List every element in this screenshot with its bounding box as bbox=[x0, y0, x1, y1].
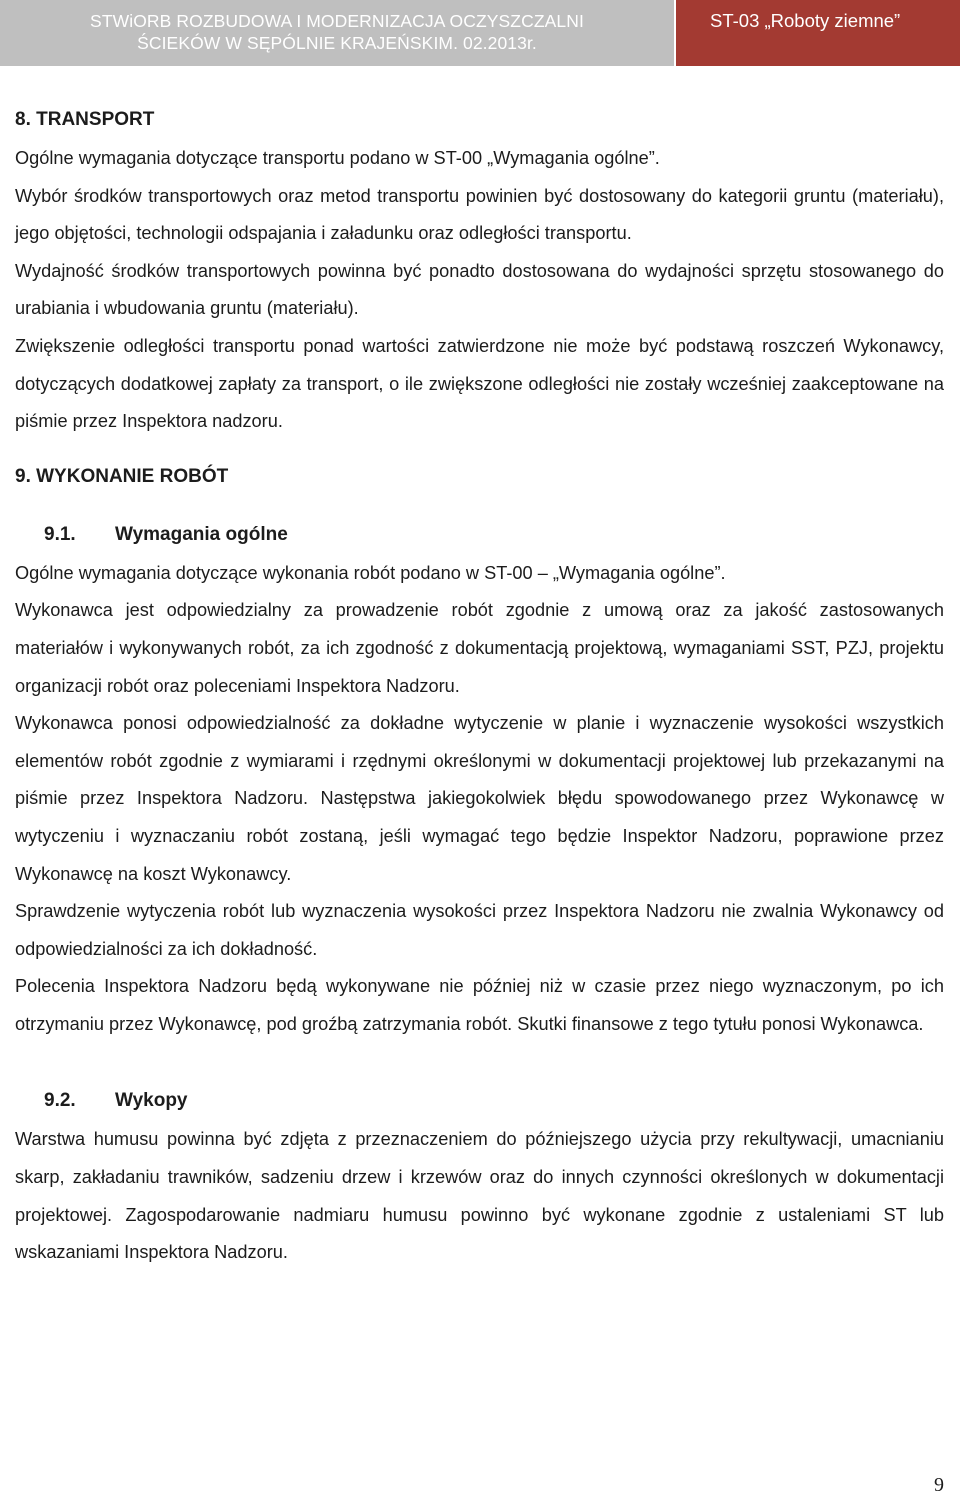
paragraph: Ogólne wymagania dotyczące wykonania robót podano w ST-00 – „Wymagania ogólne”. bbox=[15, 562, 726, 583]
page-header bbox=[0, 0, 960, 66]
section-8-heading: 8. TRANSPORT bbox=[15, 109, 155, 130]
header-project-title bbox=[0, 0, 674, 66]
section-9-heading: 9. WYKONANIE ROBÓT bbox=[15, 465, 229, 487]
header-title-line2: ŚCIEKÓW W SĘPÓLNIE KRAJEŃSKIM. 02.2013r. bbox=[137, 33, 537, 53]
paragraph: Wykonawca ponosi odpowiedzialność za dokładne wytyczenie w planie i wyznaczenie wysokości wszystkich elementów robót zgodnie z wymiarami i rzędnymi określonymi w dokumentacji projektowej lub przekazanymi na piśmie przez Inspektora Nadzoru. Następstwa jakiegokolwiek błędu spowodowanego przez Wykonawcę w wytyczeniu i wyznaczaniu robót zostaną, jeśli wymagać tego będzie Inspektor Nadzoru, poprawione przez Wykonawcę na koszt Wykonawcy. bbox=[15, 713, 944, 884]
subsection-number: 9.2. bbox=[44, 1090, 76, 1112]
paragraph: Warstwa humusu powinna być zdjęta z przeznaczeniem do późniejszego użycia przy rekultywacji, umacnianiu skarp, zakładaniu trawników, sadzeniu drzew i krzewów oraz do innych czynności określonych w dokumentacji projektowej. Zagospodarowanie nadmiaru humusu powinno być wykonane zgodnie z ustaleniami ST lub wskazaniami Inspektora Nadzoru. bbox=[15, 1129, 944, 1263]
document-body bbox=[15, 100, 944, 1272]
subsection-title: Wykopy bbox=[115, 1090, 188, 1112]
paragraph: Ogólne wymagania dotyczące transportu podano w ST-00 „Wymagania ogólne”. bbox=[15, 148, 660, 168]
paragraph: Wydajność środków transportowych powinna być ponadto dostosowana do wydajności sprzętu stosowanego do urabiania i wbudowania gruntu (materiału). bbox=[15, 260, 944, 319]
page-number: 9 bbox=[934, 1474, 944, 1496]
subsection-number: 9.1. bbox=[44, 523, 76, 545]
header-spec-code: ST-03 „Roboty ziemne” bbox=[676, 0, 960, 66]
paragraph: Polecenia Inspektora Nadzoru będą wykonywane nie później niż w czasie przez niego wyznaczonym, po ich otrzymaniu przez Wykonawcę, pod groźbą zatrzymania robót. Skutki finansowe z tego tytułu ponosi Wykonawca. bbox=[15, 976, 944, 1034]
paragraph: Wykonawca jest odpowiedzialny za prowadzenie robót zgodnie z umową oraz za jakość zastosowanych materiałów i wykonywanych robót, za ich zgodność z dokumentacją projektową, wymaganiami SST, PZJ, projektu organizacji robót oraz poleceniami Inspektora Nadzoru. bbox=[15, 600, 944, 696]
subsection-9-1-heading bbox=[15, 515, 944, 555]
paragraph: Wybór środków transportowych oraz metod transportu powinien być dostosowany do kategorii gruntu (materiału), jego objętości, technologii odspajania i załadunku oraz odległości transportu. bbox=[15, 185, 944, 244]
header-title-line1: STWiORB ROZBUDOWA I MODERNIZACJA OCZYSZCZALNI bbox=[90, 11, 584, 31]
subsection-title: Wymagania ogólne bbox=[115, 523, 288, 545]
paragraph: Sprawdzenie wytyczenia robót lub wyznaczenia wysokości przez Inspektora Nadzoru nie zwalnia Wykonawcy od odpowiedzialności za ich dokładność. bbox=[15, 901, 944, 959]
subsection-9-2-heading bbox=[15, 1081, 944, 1121]
paragraph: Zwiększenie odległości transportu ponad wartości zatwierdzone nie może być podstawą roszczeń Wykonawcy, dotyczących dodatkowej zapłaty za transport, o ile zwiększone odległości nie zostały wcześniej zaakceptowane na piśmie przez Inspektora nadzoru. bbox=[15, 335, 944, 432]
